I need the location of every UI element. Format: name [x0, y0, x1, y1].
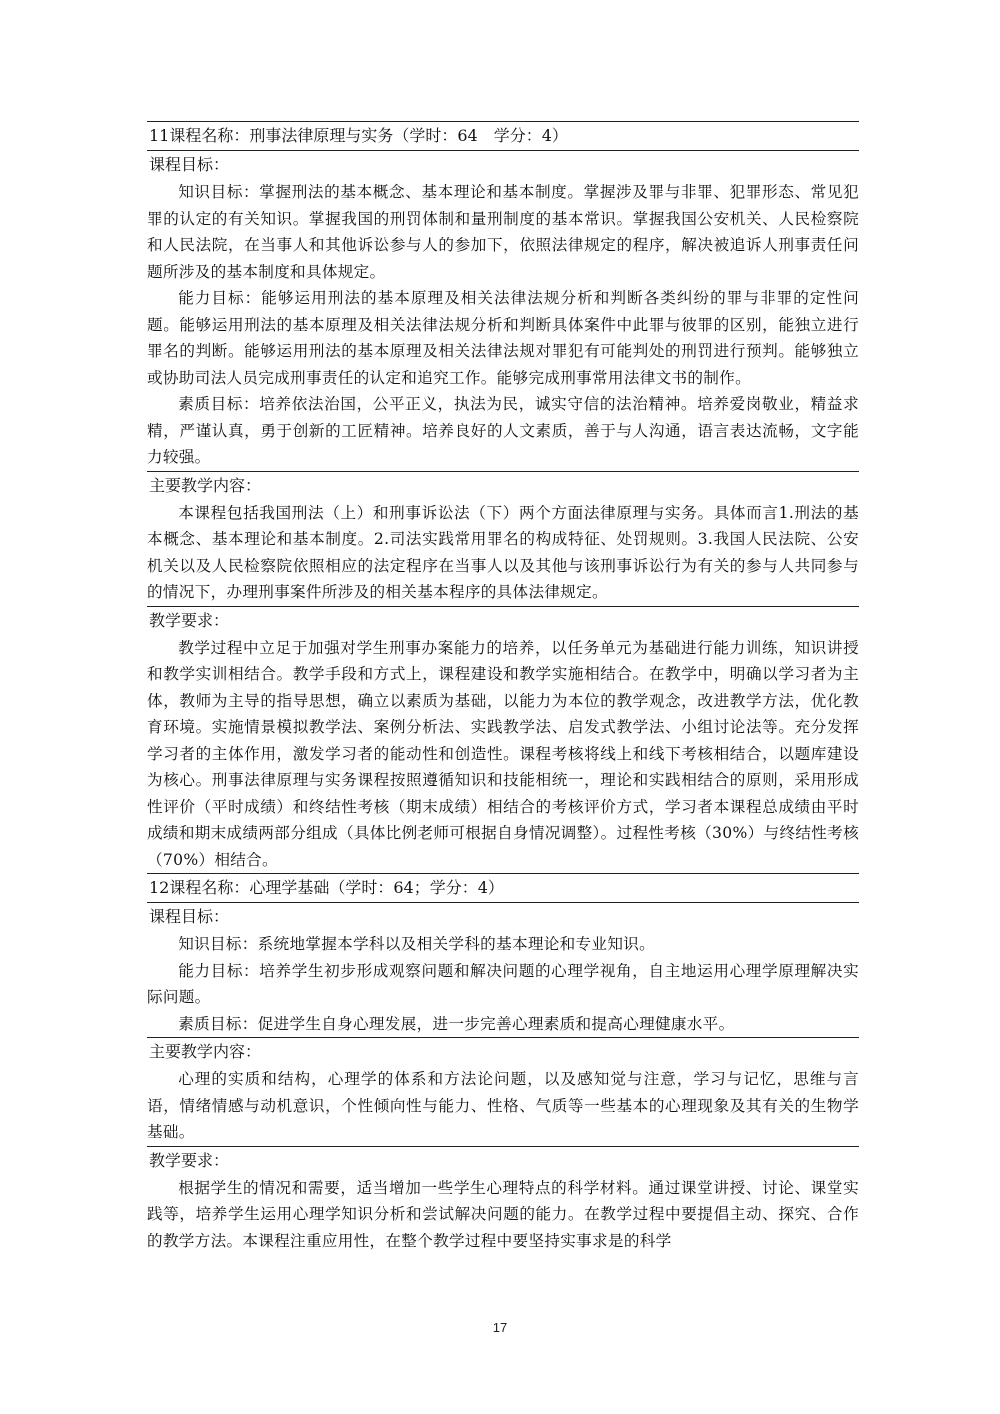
paragraph: 能力目标：能够运用刑法的基本原理及相关法律法规分析和判断各类纠纷的罪与非罪的定性问题。能够运用刑法的基本原理及相关法律法规分析和判断具体案件中此罪与彼罪的区别，能独立进行罪名的判断。能够运用刑法的基本原理及相关法律法规对罪犯有可能判处的刑罚进行预判。能够独立或协助司法人员完成刑事责任的认定和追究工作。能够完成刑事常用法律文书的制作。 — [147, 289, 859, 387]
paragraph: 素质目标：培养依法治国，公平正义，执法为民，诚实守信的法治精神。培养爱岗敬业，精益求精，严谨认真，勇于创新的工匠精神。培养良好的人文素质，善于与人沟通，语言表达流畅，文字能力较强。 — [147, 395, 859, 466]
section-heading: 主要教学内容： — [149, 1042, 262, 1061]
course-title: 12课程名称：心理学基础（学时：64；学分：4） — [149, 878, 504, 897]
paragraph: 素质目标：促进学生自身心理发展，进一步完善心理素质和提高心理健康水平。 — [178, 1014, 735, 1033]
section-heading: 课程目标： — [149, 907, 230, 926]
paragraph: 教学过程中立足于加强对学生刑事办案能力的培养，以任务单元为基础进行能力训练，知识讲授和教学实训相结合。教学手段和方式上，课程建设和教学实施相结合。在教学中，明确以学习者为主体，教师为主导的指导思想，确立以素质为基础，以能力为本位的教学观念，改进教学方法，优化教育环境。实施情景模拟教学法、案例分析法、实践教学法、启发式教学法、小组讨论法等。充分发挥学习者的主体作用，激发学习者的能动性和创造性。课程考核将线上和线下考核相结合，以题库建设为核心。刑事法律原理与实务课程按照遵循知识和技能相统一，理论和实践相结合的原则，采用形成性评价（平时成绩）和终结性考核（期末成绩）相结合的考核评价方式，学习者本课程总成绩由平时成绩和期末成绩两部分组成（具体比例老师可根据自身情况调整）。过程性考核（30%）与终结性考核（70%）相结合。 — [147, 638, 859, 869]
paragraph: 心理的实质和结构，心理学的体系和方法论问题，以及感知觉与注意，学习与记忆，思维与言语，情绪情感与动机意识，个性倾向性与能力、性格、气质等一些基本的心理现象及其有关的生物学基础。 — [147, 1070, 859, 1141]
paragraph: 知识目标：系统地掌握本学科以及相关学科的基本理论和专业知识。 — [178, 935, 656, 953]
document-body — [147, 121, 859, 1254]
course-title: 11课程名称：刑事法律原理与实务（学时：64 学分：4） — [149, 126, 568, 145]
paragraph: 知识目标：掌握刑法的基本概念、基本理论和基本制度。掌握涉及罪与非罪、犯罪形态、常见犯罪的认定的有关知识。掌握我国的刑罚体制和量刑制度的基本常识。掌握我国公安机关、人民检察院和人民法院，在当事人和其他诉讼参与人的参加下，依照法律规定的程序，解决被追诉人刑事责任问题所涉及的基本制度和具体规定。 — [147, 183, 859, 281]
paragraph: 根据学生的情况和需要，适当增加一些学生心理特点的科学材料。通过课堂讲授、讨论、课堂实践等，培养学生运用心理学知识分析和尝试解决问题的能力。在教学过程中要提倡主动、探究、合作的教学方法。本课程注重应用性，在整个教学过程中要坚持实事求是的科学 — [147, 1178, 859, 1250]
section-heading: 教学要求： — [149, 610, 230, 630]
section-heading: 主要教学内容： — [149, 475, 262, 495]
paragraph: 本课程包括我国刑法（上）和刑事诉讼法（下）两个方面法律原理与实务。具体而言1.刑法的基本概念、基本理论和基本制度。2.司法实践常用罪名的构成特征、处罚规则。3.我国人民法院、公安机关以及人民检察院依照相应的法定程序在当事人以及其他与该刑事诉讼行为有关的参与人共同参与的情况下，办理刑事案件所涉及的相关基本程序的具体法律规定。 — [147, 503, 859, 601]
section-heading: 课程目标： — [149, 155, 230, 174]
section-heading: 教学要求： — [149, 1150, 230, 1170]
paragraph: 能力目标：培养学生初步形成观察问题和解决问题的心理学视角，自主地运用心理学原理解决实际问题。 — [147, 961, 859, 1006]
page-number: 17 — [492, 1320, 508, 1335]
